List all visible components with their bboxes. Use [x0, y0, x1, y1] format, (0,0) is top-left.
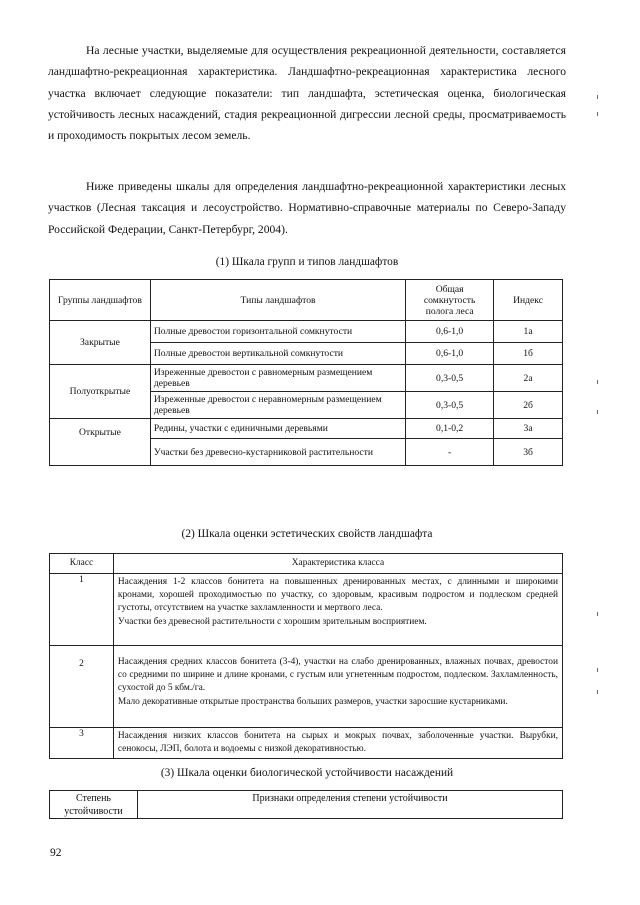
type-cell: Изреженные древостои с неравномерным размещением деревьев: [150, 392, 405, 419]
type-cell: Полные древостои горизонтальной сомкнутости: [150, 321, 405, 343]
class-desc-text: Насаждения средних классов бонитета (3-4), участки на слабо дренированных, влажных почвах, древостои со средними по ширине и длине кронами, с густым или угнетенным подростом, подлеском. Захламленность, сухостой до 5 кбм./га.: [117, 657, 558, 694]
index-cell: 2а: [494, 365, 563, 392]
header-class-desc: Характеристика класса: [113, 554, 562, 574]
density-cell: 0,3-0,5: [406, 392, 494, 419]
type-cell: Изреженные древостои с равномерным размещением деревьев: [150, 365, 405, 392]
density-cell: -: [406, 439, 494, 466]
class-desc-text-2: Участки без древесной растительности с хорошим зрительным восприятием.: [117, 616, 427, 627]
header-type: Типы ландшафтов: [150, 280, 405, 321]
intro-paragraph-1: [48, 40, 566, 146]
speck: [597, 690, 598, 694]
type-cell: Редины, участки с единичными деревьями: [150, 419, 405, 439]
density-cell: 0,3-0,5: [406, 365, 494, 392]
page-number: 92: [50, 846, 62, 859]
type-cell: Полные древостои вертикальной сомкнутости: [150, 343, 405, 365]
class-desc-text: Насаждения 1-2 классов бонитета на повышенных дренированных местах, с длинными и широкими кронами, хорошей проходимостью по участку, со здоровым, красивым подростом и подлеском средней густоты, отсутствием на участке захламленности и мертвого леса.: [117, 577, 558, 614]
header-degree: Степень устойчивости: [50, 791, 138, 819]
index-cell: 3а: [494, 419, 563, 439]
header-group: Группы ландшафтов: [50, 280, 151, 321]
speck: [597, 95, 598, 99]
class-desc-cell: [113, 646, 562, 728]
intro-paragraph-1-text: На лесные участки, выделяемые для осуществления рекреационной деятельности, составляется ландшафтно-рекреационная характеристика. Ландшафтно-рекреационная характеристика лесного участка включает следующие показатели: тип ландшафта, эстетическая оценка, биологическая устойчивость лесных насаждений, стадия рекреационной дигрессии лесной среды, просматриваемость и проходимость покрытых лесом земель.: [48, 44, 566, 143]
header-signs: Признаки определения степени устойчивости: [137, 791, 562, 819]
class-desc-text-2: Мало декоративные открытые пространства больших размеров, участки заросшие кустарниками.: [117, 696, 508, 707]
intro-paragraph-2-text: Ниже приведены шкалы для определения ландшафтно-рекреационной характеристики лесных участков (Лесная таксация и лесоустройство. Нормативно-справочные материалы по Северо-Западу Российской Федерации, Санкт-Петербург, 2004).: [48, 180, 566, 236]
class-desc-cell: [113, 574, 562, 646]
speck: [597, 612, 598, 616]
index-cell: 1б: [494, 343, 563, 365]
group-cell: Полуоткрытые: [50, 365, 151, 419]
class-desc-cell: [113, 728, 562, 759]
speck: [597, 410, 598, 414]
aesthetic-scale-table: [49, 553, 563, 759]
speck: [597, 668, 598, 672]
index-cell: 3б: [494, 439, 563, 466]
group-cell: Открытые: [50, 419, 151, 466]
class-desc-text: Насаждения низких классов бонитета на сырых и мокрых почвах, заболоченные участки. Вырубки, сенокосы, ЛЭП, болота и водоемы с низкой декоративностью.: [117, 731, 558, 755]
class-cell: 1: [50, 574, 114, 646]
density-cell: 0,6-1,0: [406, 343, 494, 365]
table3-caption: (3) Шкала оценки биологической устойчивости насаждений: [160, 767, 454, 779]
speck: [597, 380, 598, 384]
density-cell: 0,1-0,2: [406, 419, 494, 439]
table2-caption: (2) Шкала оценки эстетических свойств ландшафта: [181, 528, 433, 540]
index-cell: 2б: [494, 392, 563, 419]
index-cell: 1а: [494, 321, 563, 343]
header-index: Индекс: [494, 280, 563, 321]
speck: [597, 112, 598, 116]
intro-paragraph-2: [48, 176, 566, 240]
type-cell: Участки без древесно-кустарниковой растительности: [150, 439, 405, 466]
class-cell: 2: [50, 646, 114, 728]
class-cell: 3: [50, 728, 114, 759]
table1-caption: (1) Шкала групп и типов ландшафтов: [215, 256, 399, 268]
stability-scale-table: [49, 790, 563, 819]
header-class: Класс: [50, 554, 114, 574]
group-cell: Закрытые: [50, 321, 151, 365]
header-density: Общая сомкнутость полога леса: [406, 280, 494, 321]
density-cell: 0,6-1,0: [406, 321, 494, 343]
landscape-types-table: [49, 279, 563, 466]
